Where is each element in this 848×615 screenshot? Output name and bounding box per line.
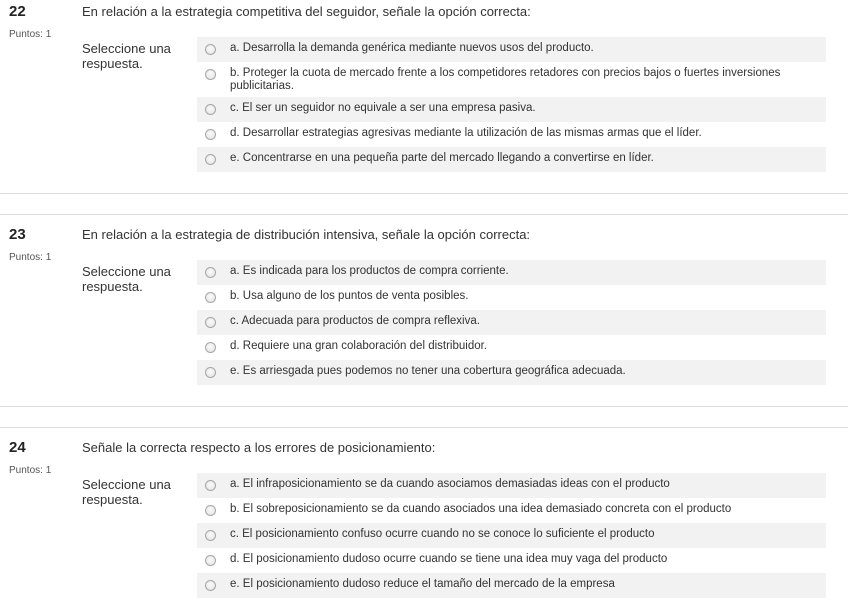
answer-option-label: b. Proteger la cuota de mercado frente a los competidores retadores con precios bajos o fuertes inversiones publicitarias.	[230, 67, 781, 92]
radio-button[interactable]	[205, 104, 216, 115]
radio-button[interactable]	[205, 580, 216, 591]
radio-button[interactable]	[205, 69, 216, 80]
answer-option-label: a. El infraposicionamiento se da cuando asociamos demasiadas ideas con el producto	[230, 478, 670, 490]
radio-button[interactable]	[205, 342, 216, 353]
answer-option-label: b. Usa alguno de los puntos de venta posibles.	[230, 290, 469, 302]
answer-option-label: b. El sobreposicionamiento se da cuando asociados una idea demasiado concreta con el producto	[230, 503, 732, 515]
answer-option-b[interactable]	[197, 285, 826, 310]
question-points: Puntos: 1	[9, 252, 52, 263]
answer-option-b[interactable]	[197, 62, 826, 97]
radio-button[interactable]	[205, 555, 216, 566]
answer-options	[197, 260, 826, 385]
answer-option-label: c. El ser un seguidor no equivale a ser una empresa pasiva.	[230, 102, 536, 114]
answer-option-a[interactable]	[197, 473, 826, 498]
question-number: 22	[9, 3, 26, 20]
question-points: Puntos: 1	[9, 29, 52, 40]
radio-button[interactable]	[205, 505, 216, 516]
radio-button[interactable]	[205, 317, 216, 328]
answer-options	[197, 473, 826, 598]
answer-option-label: d. Requiere una gran colaboración del distribuidor.	[230, 340, 487, 352]
answer-prompt: Seleccione una respuesta.	[82, 264, 171, 294]
question-number: 24	[9, 439, 26, 456]
answer-options	[197, 37, 826, 172]
question-number: 23	[9, 226, 26, 243]
radio-button[interactable]	[205, 480, 216, 491]
answer-option-label: a. Es indicada para los productos de compra corriente.	[230, 265, 509, 277]
radio-button[interactable]	[205, 530, 216, 541]
radio-button[interactable]	[205, 154, 216, 165]
answer-option-c[interactable]	[197, 97, 826, 122]
question-text: En relación a la estrategia competitiva del seguidor, señale la opción correcta:	[82, 4, 531, 19]
answer-option-label: c. Adecuada para productos de compra reflexiva.	[230, 315, 480, 327]
question-points: Puntos: 1	[9, 465, 52, 476]
answer-option-label: e. Es arriesgada pues podemos no tener una cobertura geográfica adecuada.	[230, 365, 626, 377]
answer-prompt: Seleccione una respuesta.	[82, 477, 171, 507]
radio-button[interactable]	[205, 367, 216, 378]
answer-option-e[interactable]	[197, 573, 826, 598]
question-text: Señale la correcta respecto a los errores de posicionamiento:	[82, 440, 436, 455]
answer-option-c[interactable]	[197, 310, 826, 335]
answer-option-label: d. Desarrollar estrategias agresivas mediante la utilización de las mismas armas que el líder.	[230, 127, 702, 139]
radio-button[interactable]	[205, 129, 216, 140]
answer-option-b[interactable]	[197, 498, 826, 523]
radio-button[interactable]	[205, 292, 216, 303]
answer-option-e[interactable]	[197, 147, 826, 172]
answer-option-a[interactable]	[197, 37, 826, 62]
answer-option-label: e. El posicionamiento dudoso reduce el tamaño del mercado de la empresa	[230, 578, 615, 590]
question-divider	[0, 193, 848, 215]
answer-option-label: a. Desarrolla la demanda genérica mediante nuevos usos del producto.	[230, 42, 594, 54]
answer-option-d[interactable]	[197, 548, 826, 573]
answer-option-label: c. El posicionamiento confuso ocurre cuando no se conoce lo suficiente el producto	[230, 528, 655, 540]
answer-option-d[interactable]	[197, 122, 826, 147]
answer-option-d[interactable]	[197, 335, 826, 360]
radio-button[interactable]	[205, 44, 216, 55]
answer-prompt: Seleccione una respuesta.	[82, 41, 171, 71]
question-divider	[0, 406, 848, 428]
answer-option-e[interactable]	[197, 360, 826, 385]
answer-option-a[interactable]	[197, 260, 826, 285]
radio-button[interactable]	[205, 267, 216, 278]
answer-option-label: d. El posicionamiento dudoso ocurre cuando se tiene una idea muy vaga del producto	[230, 553, 668, 565]
question-text: En relación a la estrategia de distribución intensiva, señale la opción correcta:	[82, 227, 531, 242]
answer-option-label: e. Concentrarse en una pequeña parte del mercado llegando a convertirse en líder.	[230, 152, 654, 164]
answer-option-c[interactable]	[197, 523, 826, 548]
